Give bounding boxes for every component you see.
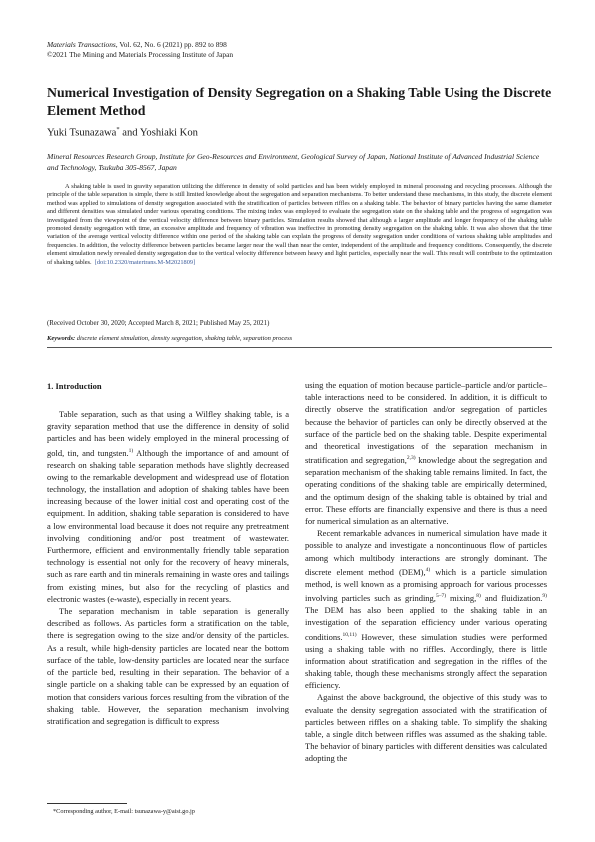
affiliation: Mineral Resources Research Group, Institute for Geo-Resources and Environment, Geological Survey of Japan, National Institute of Advanced Industrial Science and Technology, Tsukuba 305-8567, Japan <box>47 152 540 172</box>
paragraph <box>305 527 547 691</box>
footnote-rule <box>47 803 127 804</box>
text-run: Recent remarkable advances in numerical simulation have made it possible to analyze and investigate a noncontinuous flow of particles among which multibody interactions are strongly dominant. The discrete element method (DEM), <box>305 528 547 577</box>
copyright: ©2021 The Mining and Materials Processing Institute of Japan <box>47 50 234 59</box>
corresponding-mark: * <box>116 126 120 133</box>
keywords-text: discrete element simulation, density segregation, shaking table, separation process <box>75 335 293 342</box>
keywords <box>47 335 292 342</box>
journal-citation: , Vol. 62, No. 6 (2021) pp. 892 to 898 <box>115 40 227 49</box>
text-run: However, these simulation studies were performed using a shaking table with no riffles. Accordingly, there is little information about stratification and segregation in the riffles of the shaking table, though these mechanisms strongly affect the separation efficiency. <box>305 631 547 691</box>
citation-ref[interactable]: 5–7) <box>435 593 447 600</box>
left-column <box>47 408 289 727</box>
citation-ref[interactable]: 8) <box>476 593 481 600</box>
text-run: mixing, <box>446 592 477 603</box>
text-run: Table separation, such as that using a Wilfley shaking table, is a gravity separation method that use the difference in density of solid particles and has been widely employed in the mineral processing of gold, tin, and tungsten. <box>47 409 289 458</box>
text-run: knowledge about the segregation and separation mechanism of the shaking table remains limited. In fact, the operating conditions of the shaking table are empirically determined, and the optimum design of the shaking table is obtained by trial and error. These efforts are financially expensive and there is thus a need for numerical simulation as an alternative. <box>305 455 547 527</box>
footnote: *Corresponding author, E-mail: tsunazawa-y@aist.go.jp <box>53 808 195 815</box>
text-run: using the equation of motion because particle–particle and/or particle–table interactions need to be considered. In addition, it is difficult to directly observe the stratification and/or segregation of particles because the behavior of particles can only be directly observed at the surface of the particle bed on the shaking table. Despite experimental and theoretical investigations of the separation mechanism in stratification and segregation, <box>305 380 547 466</box>
citation-ref[interactable]: 10,11) <box>342 631 357 638</box>
paper-title: Numerical Investigation of Density Segregation on a Shaking Table Using the Discrete Element Method <box>47 85 552 118</box>
keywords-label: Keywords: <box>47 335 76 342</box>
text-run: The DEM has also been applied to the shaking table in an investigation of the separation efficiency under various operating conditions. <box>305 605 547 642</box>
received-dates: (Received October 30, 2020; Accepted March 8, 2021; Published May 25, 2021) <box>47 320 270 327</box>
section-heading: 1. Introduction <box>47 381 102 391</box>
citation-ref[interactable]: 1) <box>128 447 134 454</box>
divider <box>47 347 552 348</box>
paragraph <box>305 379 547 527</box>
abstract-text: A shaking table is used in gravity separation utilizing the difference in density of solid particles and has been widely employed in mineral processing and recycling processes. Although the principle of the table separation is simple, there is still limited knowledge about the segregation and separation mechanisms. To better understand these mechanisms, in this study, the discrete element method was applied to simulations of density segregation associated with the stratification of particles between riffles on a shaking table. The behavior of binary particles having the same diameter and different densities was simulated under various operating conditions. The mixing index was employed to evaluate the segregation state on the shaking table and the progress of segregation was investigated from the viewpoint of the vertical velocity difference between binary particles. Simulation results showed that although a larger amplitude and longer frequency of the shaking table promoted density segregation with time, an excessive amplitude and frequency of vibration was ineffective in promoting density segregation on the shaking table. It was also shown that the time variation of the average vertical velocity difference within one period of the shaking table can explain the progress of density segregation under conditions of various shaking table amplitudes and frequencies. In addition, the velocity difference between particles became larger near the wall than near the center, independent of the amplitude and frequency conditions. Consequently, the discrete element simulation newly revealed density segregation due to the vertical velocity difference between heavy and light particles, especially near the wall. This result will contribute to the optimization of shaking tables. <box>47 183 552 266</box>
text-run: which is a particle simulation method, is well known as a promising approach for various processes involving particles such as grinding, <box>305 566 547 603</box>
text-run: Although the importance of and amount of research on shaking table separation methods have slightly decreased owing to the remarkable development and widespread use of flotation technology, the installation and adoption of shaking tables have been increasing because of the lower initial cost and operating cost of the equipment. In addition, shaking table separation is considered to have a low environmental load because it does not require any pretreatment involving conditioning and/or post treatment of wastewater. Furthermore, efficient and environmentally friendly table separation technology is essential not only for the recovery of heavy minerals, such as rare earth and tin minerals remaining in waste ores and tailings from existing mines, but also for the recycling of plastics and electronic wastes (e-waste), especially in recent years. <box>47 447 289 604</box>
paragraph <box>47 408 289 605</box>
paragraph: The separation mechanism in table separation is generally described as follows. As particles form a stratification on the table, there is segregation owing to the size and/or density of the particles. As a result, while high-density particles are located near the bottom surface of the table, low-density particles are located near the surface of the particle bed, resulting in their separation. The behavior of a single particle on a shaking table can be expressed by an equation of motion that considers various forces resulting from the vibration of the shaking table. However, the separation mechanism involving stratification and segregation is difficult to express <box>47 606 289 726</box>
doi-link[interactable]: [doi:10.2320/matertrans.M-M2021809] <box>94 258 196 266</box>
journal-name: Materials Transactions <box>47 40 116 49</box>
author-1: Yuki Tsunazawa <box>47 127 117 139</box>
author-2: and Yoshiaki Kon <box>119 127 198 139</box>
text-run: and fluidization. <box>480 592 543 603</box>
citation-ref[interactable]: 4) <box>425 566 431 573</box>
abstract <box>47 183 552 267</box>
citation-ref[interactable]: 2,3) <box>406 455 416 462</box>
authors <box>47 126 198 139</box>
citation-ref[interactable]: 9) <box>542 593 547 600</box>
journal-header <box>47 40 233 60</box>
right-column <box>305 379 547 765</box>
paragraph: Against the above background, the objective of this study was to evaluate the density segregation associated with the stratification of particles between riffles on a shaking table. To simplify the shaking table, a single ditch between riffles was assumed as the shaking table. The behavior of binary particles with different densities was calculated adopting the <box>305 692 547 764</box>
